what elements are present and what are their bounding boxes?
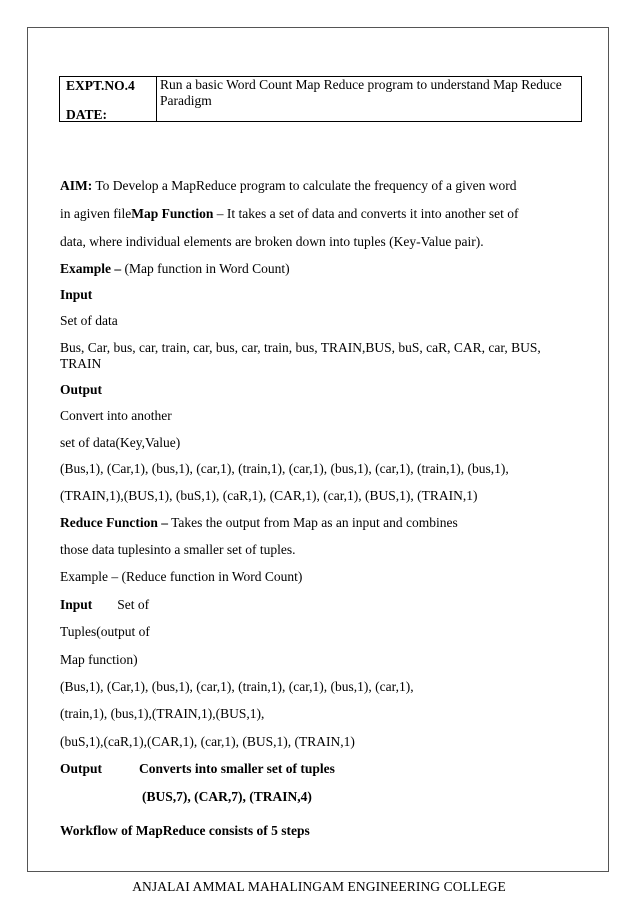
map-output-1: (Bus,1), (Car,1), (bus,1), (car,1), (train,1), (car,1), (bus,1), (car,1), (train,1), (bus,1), (60, 461, 509, 476)
output-heading (60, 382, 102, 398)
experiment-info-cell (60, 77, 157, 122)
input-heading (60, 287, 92, 303)
expt-no-label: EXPT.NO.4 (66, 78, 135, 93)
aim-line-2 (60, 206, 519, 222)
line2-post: – It takes a set of data and converts it into another set of (213, 206, 519, 221)
map-output-2: (TRAIN,1),(BUS,1), (buS,1), (caR,1), (CAR,1), (car,1), (BUS,1), (TRAIN,1) (60, 488, 478, 503)
output-label: Output (60, 382, 103, 397)
reduce-example: Example – (Reduce function in Word Count) (60, 569, 303, 584)
input2-line (60, 597, 149, 613)
experiment-title: Run a basic Word Count Map Reduce program to understand Map Reduce Paradigm (157, 77, 582, 122)
reduce-line (60, 515, 458, 531)
mapfn-line: Map function) (60, 652, 138, 667)
aim-line-3: data, where individual elements are broken down into tuples (Key-Value pair). (60, 234, 484, 249)
example-label: Example – (60, 261, 122, 276)
example-line (60, 261, 290, 277)
reduce-input-1: (Bus,1), (Car,1), (bus,1), (car,1), (train,1), (car,1), (bus,1), (car,1), (60, 679, 414, 694)
final-tuples-row (142, 789, 312, 805)
line2-pre: in agiven file (60, 206, 132, 221)
input2-text: Set of (117, 597, 150, 612)
workflow-heading: Workflow of MapReduce consists of 5 steps (60, 823, 310, 838)
college-footer: ANJALAI AMMAL MAHALINGAM ENGINEERING COLLEGE (132, 879, 506, 894)
example-text: (Map function in Word Count) (121, 261, 290, 276)
input-words: Bus, Car, bus, car, train, car, bus, car, train, bus, TRAIN,BUS, buS, caR, CAR, car, BUS, TRAIN (60, 340, 541, 371)
reduce-input-2: (train,1), (bus,1),(TRAIN,1),(BUS,1), (60, 706, 265, 721)
reduce-line-2: those data tuplesinto a smaller set of tuples. (60, 542, 296, 557)
convert-line-2: set of data(Key,Value) (60, 435, 181, 450)
set-of-data: Set of data (60, 313, 118, 328)
reduce-text: Takes the output from Map as an input and combines (168, 515, 458, 530)
reduce-input-3: (buS,1),(caR,1),(CAR,1), (car,1), (BUS,1), (TRAIN,1) (60, 734, 355, 749)
aim-label: AIM: (60, 178, 93, 193)
output2-label: Output (60, 761, 103, 776)
aim-line (60, 178, 517, 194)
input-label: Input (60, 287, 93, 302)
date-label: DATE: (66, 107, 108, 122)
tuples-line: Tuples(output of (60, 624, 150, 639)
experiment-header-table (59, 76, 582, 122)
workflow-row (60, 823, 310, 839)
output2-line (60, 761, 335, 777)
output2-text: Converts into smaller set of tuples (139, 761, 335, 776)
input2-label: Input (60, 597, 93, 612)
reduce-label: Reduce Function – (60, 515, 168, 530)
convert-line-1: Convert into another (60, 408, 172, 423)
aim-text: To Develop a MapReduce program to calculate the frequency of a given word (92, 178, 517, 193)
final-tuples: (BUS,7), (CAR,7), (TRAIN,4) (142, 789, 312, 804)
map-function-label: Map Function (131, 206, 214, 221)
